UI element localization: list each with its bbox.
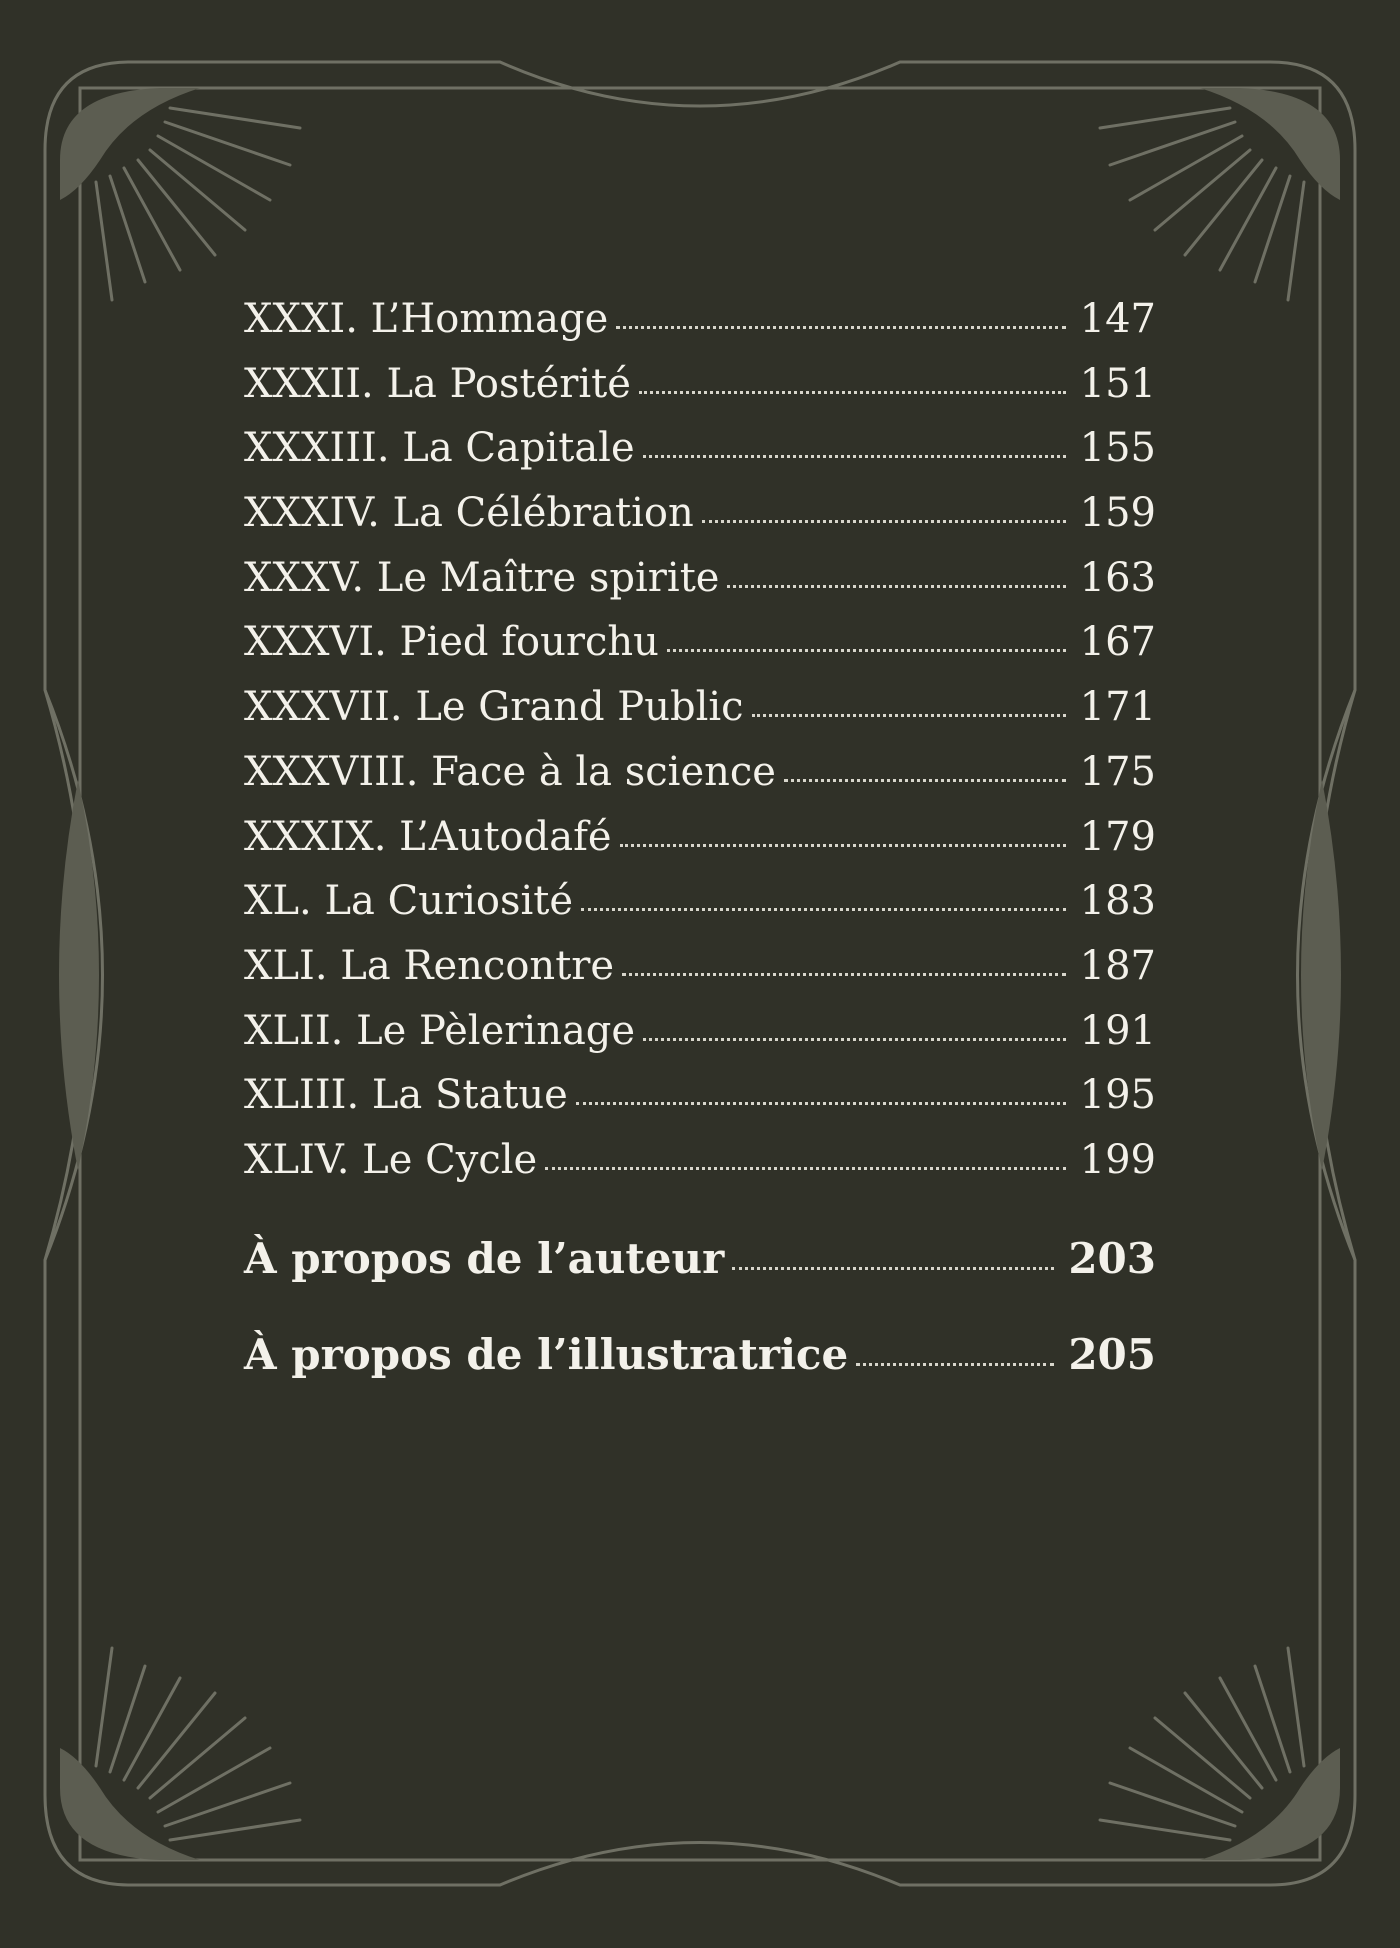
entry-title: XXXVIII. Face à la science xyxy=(244,748,776,795)
right-leaf-ornament xyxy=(1301,780,1341,1170)
chapter-list xyxy=(244,296,1156,1202)
toc-entry[interactable] xyxy=(244,749,1156,814)
toc-entry[interactable] xyxy=(244,490,1156,555)
entry-title: À propos de l’auteur xyxy=(244,1233,725,1283)
entry-page-number: 147 xyxy=(1079,296,1156,342)
entry-page-number: 163 xyxy=(1079,554,1156,601)
entry-title: XXXV. Le Maître spirite xyxy=(244,554,720,601)
dot-leader xyxy=(667,649,1066,652)
toc-entry[interactable] xyxy=(244,684,1156,749)
dot-leader xyxy=(576,1102,1066,1105)
dot-leader xyxy=(643,1038,1066,1041)
dot-leader xyxy=(620,844,1066,847)
dot-leader xyxy=(784,779,1066,782)
toc-entry[interactable] xyxy=(244,1137,1156,1202)
toc-entry-about-author[interactable] xyxy=(244,1234,1156,1330)
entry-page-number: 167 xyxy=(1079,619,1156,666)
back-matter-list xyxy=(244,1234,1156,1426)
dot-leader xyxy=(616,326,1065,329)
dot-leader xyxy=(643,455,1066,458)
entry-title: XXXIV. La Célébration xyxy=(244,490,694,537)
toc-entry[interactable] xyxy=(244,943,1156,1008)
toc-entry[interactable] xyxy=(244,361,1156,426)
dot-leader xyxy=(856,1363,1054,1366)
toc-entry[interactable] xyxy=(244,555,1156,620)
entry-title: À propos de l’illustratrice xyxy=(244,1329,849,1379)
entry-title: XXXI. L’Hommage xyxy=(244,296,609,342)
entry-page-number: 187 xyxy=(1079,942,1156,989)
table-of-contents xyxy=(244,296,1156,1426)
entry-title: XXXIII. La Capitale xyxy=(244,425,635,472)
toc-entry[interactable] xyxy=(244,814,1156,879)
entry-page-number: 199 xyxy=(1079,1136,1156,1183)
entry-page-number: 159 xyxy=(1079,490,1156,537)
entry-title: XXXVI. Pied fourchu xyxy=(244,619,659,666)
entry-page-number: 203 xyxy=(1068,1233,1156,1283)
entry-title: XXXII. La Postérité xyxy=(244,360,631,407)
dot-leader xyxy=(752,714,1066,717)
entry-title: XLI. La Rencontre xyxy=(244,942,615,989)
toc-entry[interactable] xyxy=(244,1008,1156,1073)
toc-entry[interactable] xyxy=(244,1072,1156,1137)
entry-page-number: 155 xyxy=(1079,425,1156,472)
toc-entry[interactable] xyxy=(244,878,1156,943)
entry-page-number: 179 xyxy=(1079,813,1156,860)
dot-leader xyxy=(727,585,1065,588)
entry-title: XLIV. Le Cycle xyxy=(244,1136,538,1183)
left-leaf-ornament xyxy=(59,780,99,1170)
entry-title: XLIII. La Statue xyxy=(244,1072,568,1119)
entry-page-number: 171 xyxy=(1079,684,1156,731)
toc-entry[interactable] xyxy=(244,619,1156,684)
entry-page-number: 175 xyxy=(1079,748,1156,795)
toc-entry-about-illustrator[interactable] xyxy=(244,1330,1156,1426)
dot-leader xyxy=(622,973,1066,976)
dot-leader xyxy=(732,1267,1054,1270)
entry-title: XL. La Curiosité xyxy=(244,878,574,925)
dot-leader xyxy=(581,908,1066,911)
dot-leader xyxy=(702,520,1066,523)
entry-title: XXXIX. L’Autodafé xyxy=(244,813,612,860)
dot-leader xyxy=(545,1167,1065,1170)
toc-entry[interactable] xyxy=(244,296,1156,361)
entry-title: XLII. Le Pèlerinage xyxy=(244,1007,636,1054)
entry-page-number: 151 xyxy=(1079,360,1156,407)
entry-page-number: 195 xyxy=(1079,1072,1156,1119)
entry-page-number: 205 xyxy=(1068,1329,1156,1379)
dot-leader xyxy=(639,391,1066,394)
entry-page-number: 183 xyxy=(1079,878,1156,925)
entry-title: XXXVII. Le Grand Public xyxy=(244,684,744,731)
entry-page-number: 191 xyxy=(1079,1007,1156,1054)
toc-entry[interactable] xyxy=(244,425,1156,490)
